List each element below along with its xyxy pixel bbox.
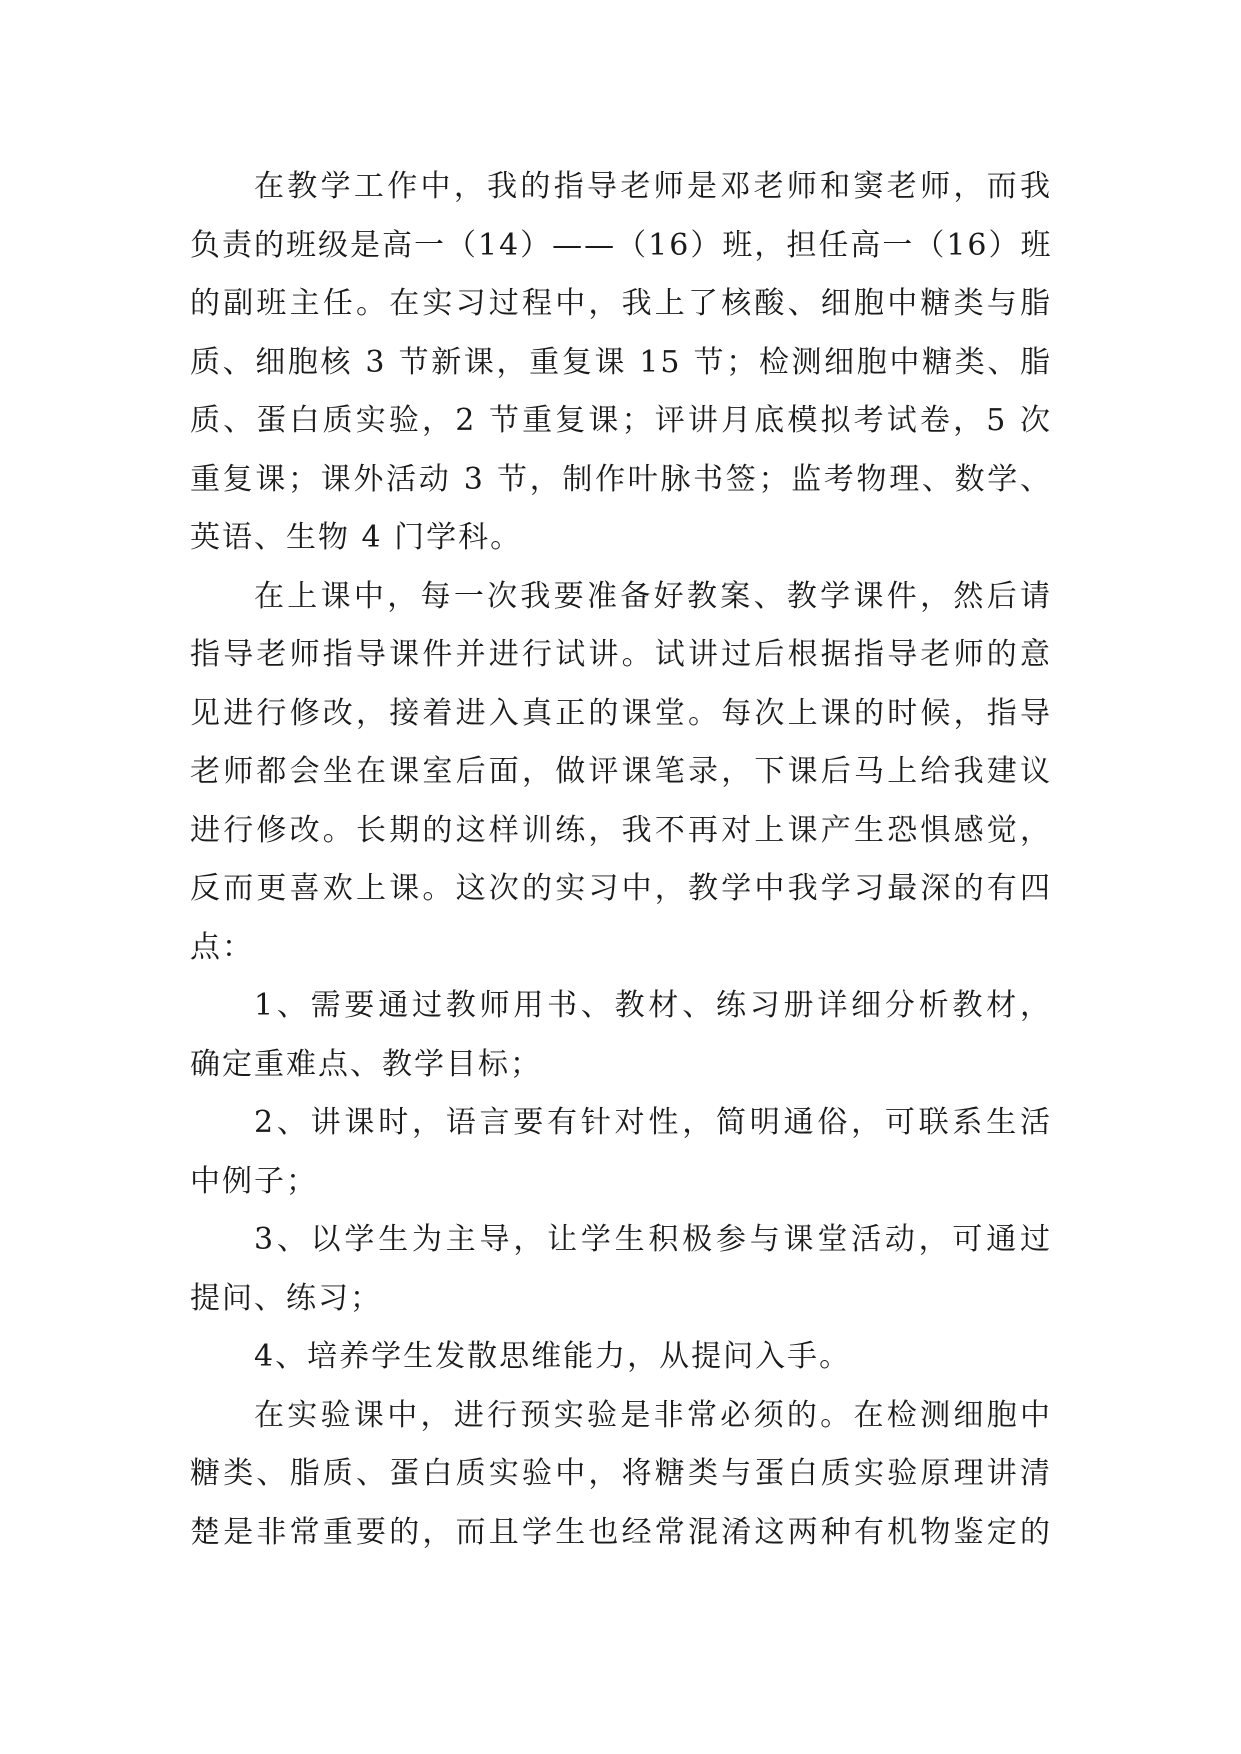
text-line: 确定重难点、教学目标； [190,1046,542,1082]
text-line: 在教学工作中，我的指导老师是邓老师和窦老师，而我 [254,169,1052,204]
text-line: 在上课中，每一次我要准备好教案、教学课件，然后请 [254,578,1052,614]
text-line: 2、讲课时，语言要有针对性，简明通俗，可联系生活 [254,1105,1052,1140]
text-line: 1、需要通过教师用书、教材、练习册详细分析教材， [254,988,1052,1023]
text-line: 4、培养学生发散思维能力，从提问入手。 [254,1339,852,1374]
text-line: 的副班主任。在实习过程中，我上了核酸、细胞中糖类与脂 [190,286,1052,321]
text-line: 反而更喜欢上课。这次的实习中，教学中我学习最深的有四 [190,871,1052,906]
text-line: 楚是非常重要的，而且学生也经常混淆这两种有机物鉴定的 [190,1514,1052,1550]
text-line: 老师都会坐在课室后面，做评课笔录，下课后马上给我建议 [190,754,1052,789]
text-line: 点： [190,929,254,965]
text-line: 提问、练习； [190,1280,382,1316]
text-line: 质、细胞核 3 节新课，重复课 15 节；检测细胞中糖类、脂 [190,344,1052,380]
text-line: 质、蛋白质实验，2 节重复课；评讲月底模拟考试卷，5 次 [190,403,1052,438]
document-page [190,158,1052,1562]
text-line: 重复课；课外活动 3 节，制作叶脉书签；监考物理、数学、 [190,461,1052,497]
text-line: 糖类、脂质、蛋白质实验中，将糖类与蛋白质实验原理讲清 [190,1456,1052,1491]
text-line: 指导老师指导课件并进行试讲。试讲过后根据指导老师的意 [190,637,1052,672]
text-line: 3、以学生为主导，让学生积极参与课堂活动，可通过 [254,1222,1052,1257]
text-line: 进行修改。长期的这样训练，我不再对上课产生恐惧感觉， [190,812,1052,848]
text-line: 英语、生物 4 门学科。 [190,520,523,555]
text-line: 在实验课中，进行预实验是非常必须的。在检测细胞中 [254,1397,1052,1433]
text-line: 中例子； [190,1163,318,1199]
text-line: 负责的班级是高一（14）——（16）班，担任高一（16）班 [190,227,1053,263]
text-line: 见进行修改，接着进入真正的课堂。每次上课的时候，指导 [190,695,1052,731]
